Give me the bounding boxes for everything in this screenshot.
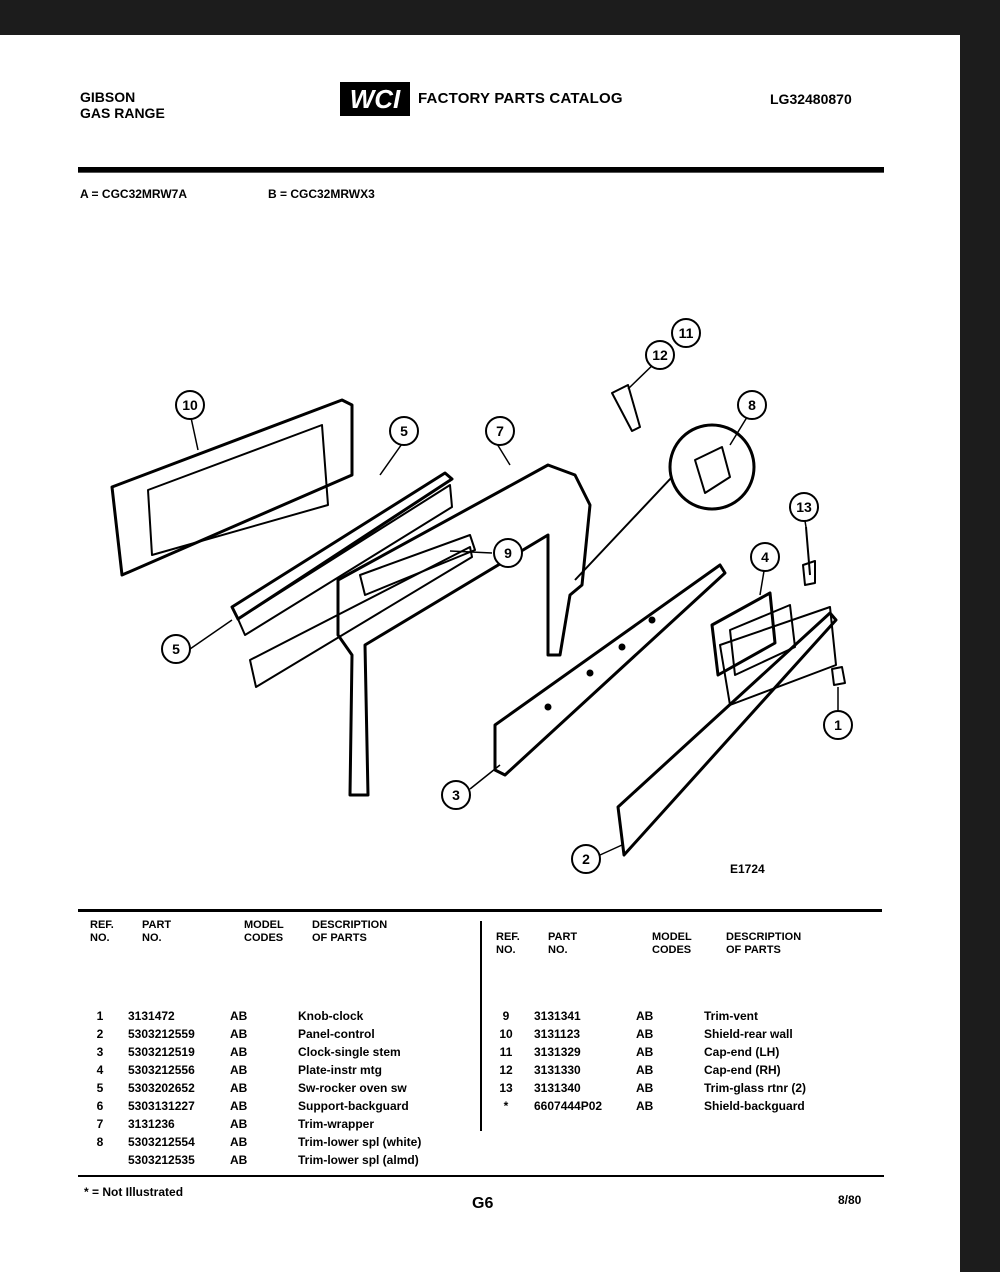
table-row [496, 1025, 886, 1043]
ref-cell: 2 [96, 1027, 104, 1041]
model-code-cell: AB [636, 1081, 654, 1095]
ref-cell: 12 [499, 1063, 513, 1077]
part-number-cell: 3131340 [534, 1081, 581, 1095]
table-rule [78, 909, 882, 912]
ref-cell: 6 [96, 1099, 104, 1113]
footnote: * = Not Illustrated [84, 1185, 184, 1199]
parts-table-left [90, 919, 480, 1179]
table-row [496, 1043, 886, 1061]
description-cell: Trim-wrapper [298, 1117, 375, 1131]
ref-cell: 10 [499, 1027, 513, 1041]
table-row [90, 1043, 480, 1061]
svg-text:7: 7 [496, 423, 504, 439]
description-cell: Panel-control [298, 1027, 375, 1041]
ref-cell: 4 [96, 1063, 104, 1077]
svg-text:13: 13 [796, 499, 812, 515]
header-part: PART NO. [142, 919, 172, 944]
svg-text:5: 5 [400, 423, 408, 439]
callout-3 [751, 543, 779, 571]
model-code-cell: AB [636, 1099, 654, 1113]
table-row [90, 1151, 480, 1169]
header-ref: REF. NO. [90, 919, 114, 944]
part-clock [712, 593, 775, 675]
part-trim-vent [232, 473, 452, 619]
model-code-cell: AB [230, 1027, 248, 1041]
callout-8 [738, 391, 766, 419]
table-row [90, 1007, 480, 1025]
part-number-cell: 5303202652 [128, 1081, 195, 1095]
part-number-cell: 3131329 [534, 1045, 581, 1059]
model-code-cell: AB [230, 1045, 248, 1059]
header-desc: DESCRIPTION OF PARTS [726, 931, 802, 956]
description-cell: Trim-glass rtnr (2) [704, 1081, 807, 1095]
part-trim-glass-rtnr [806, 527, 810, 575]
description-cell: Trim-lower spl (white) [298, 1135, 422, 1149]
table-row [496, 1007, 886, 1025]
callout-9 [494, 539, 522, 567]
diagram-code: E1724 [730, 862, 765, 876]
brand-block [80, 89, 165, 121]
part-number-cell: 3131330 [534, 1063, 581, 1077]
table-row [90, 1079, 480, 1097]
header-model: MODEL CODES [244, 919, 284, 944]
model-code-cell: AB [636, 1045, 654, 1059]
description-cell: Support-backguard [298, 1099, 409, 1113]
catalog-header [340, 79, 623, 119]
part-plate-instr [495, 565, 725, 775]
model-code-cell: AB [230, 1063, 248, 1077]
part-number-cell: 3131341 [534, 1009, 581, 1023]
catalog-page [0, 35, 960, 1272]
description-cell: Cap-end (LH) [704, 1045, 780, 1059]
model-code-cell: AB [230, 1117, 248, 1131]
catalog-date: 8/80 [838, 1193, 862, 1207]
table-row [90, 1061, 480, 1079]
model-a: A = CGC32MRW7A [80, 187, 188, 201]
model-code-cell: AB [230, 1099, 248, 1113]
ref-cell: 5 [96, 1081, 104, 1095]
catalog-number: LG32480870 [770, 91, 852, 107]
header-desc: DESCRIPTION OF PARTS [312, 919, 388, 944]
model-code-cell: AB [230, 1009, 248, 1023]
description-cell: Sw-rocker oven sw [298, 1081, 407, 1095]
product-type: GAS RANGE [80, 105, 165, 121]
ref-cell: 8 [96, 1135, 104, 1149]
svg-text:10: 10 [182, 397, 198, 413]
header-model: MODEL CODES [652, 931, 692, 956]
part-number-cell: 5303212556 [128, 1063, 195, 1077]
description-cell: Cap-end (RH) [704, 1063, 781, 1077]
description-cell: Shield-backguard [704, 1099, 805, 1113]
model-code-cell: AB [636, 1009, 654, 1023]
callout-12 [646, 341, 674, 369]
part-number-cell: 6607444P02 [534, 1099, 603, 1113]
part-cap-end [612, 385, 640, 431]
part-panel-control [618, 613, 836, 855]
callout-11 [672, 319, 700, 347]
model-b: B = CGC32MRWX3 [268, 187, 375, 201]
svg-text:9: 9 [504, 545, 512, 561]
ref-cell: 13 [499, 1081, 513, 1095]
ref-cell: 11 [499, 1045, 513, 1059]
header-ref: REF. NO. [496, 931, 520, 956]
header-part: PART NO. [548, 931, 578, 956]
model-code-cell: AB [230, 1153, 248, 1167]
table-column-divider [480, 921, 482, 1131]
part-number-cell: 5303131227 [128, 1099, 195, 1113]
part-knob-clock [832, 667, 845, 685]
callout-5b [162, 635, 190, 663]
description-cell: Knob-clock [298, 1009, 364, 1023]
ref-cell: 3 [96, 1045, 104, 1059]
part-number-cell: 5303212554 [128, 1135, 195, 1149]
part-number-cell: 5303212535 [128, 1153, 195, 1167]
model-code-cell: AB [636, 1063, 654, 1077]
part-number-cell: 3131123 [534, 1027, 581, 1041]
callout-2 [572, 845, 600, 873]
callout-1 [824, 711, 852, 739]
exploded-parts-diagram [0, 235, 960, 955]
model-code-cell: AB [636, 1027, 654, 1041]
svg-text:3: 3 [452, 787, 460, 803]
callout-10 [176, 391, 204, 419]
ref-cell: 1 [96, 1009, 104, 1023]
svg-text:1: 1 [834, 717, 842, 733]
part-number-cell: 3131236 [128, 1117, 175, 1131]
table-row [90, 1133, 480, 1151]
description-cell: Plate-instr mtg [298, 1063, 383, 1077]
svg-text:WCI: WCI [349, 84, 401, 114]
ref-cell: 9 [502, 1009, 510, 1023]
header-rule [78, 167, 884, 173]
svg-text:2: 2 [582, 851, 590, 867]
part-number-cell: 3131472 [128, 1009, 175, 1023]
model-code-cell: AB [230, 1081, 248, 1095]
callout-4 [442, 781, 470, 809]
svg-text:8: 8 [748, 397, 756, 413]
part-number-cell: 5303212519 [128, 1045, 195, 1059]
table-row [90, 1097, 480, 1115]
svg-text:12: 12 [652, 347, 668, 363]
table-row [496, 1097, 886, 1115]
svg-text:5: 5 [172, 641, 180, 657]
catalog-title: FACTORY PARTS CATALOG [418, 90, 623, 107]
description-cell: Clock-single stem [298, 1045, 401, 1059]
svg-text:4: 4 [761, 549, 769, 565]
footer-rule [78, 1175, 884, 1177]
table-row [90, 1115, 480, 1133]
ref-cell: * [503, 1099, 509, 1113]
callout-7 [486, 417, 514, 445]
description-cell: Trim-lower spl (almd) [298, 1153, 419, 1167]
part-number-cell: 5303212559 [128, 1027, 195, 1041]
ref-cell: 7 [96, 1117, 104, 1131]
page-number: G6 [472, 1195, 494, 1212]
part-trim-wrapper [338, 465, 590, 795]
table-row [90, 1025, 480, 1043]
description-cell: Trim-vent [704, 1009, 759, 1023]
parts-table-right [496, 931, 886, 1171]
table-row [496, 1079, 886, 1097]
detail-circle [670, 425, 754, 509]
model-code-cell: AB [230, 1135, 248, 1149]
callout-5a [390, 417, 418, 445]
wci-logo [340, 82, 410, 116]
callout-13 [790, 493, 818, 521]
svg-text:11: 11 [678, 325, 694, 341]
table-row [496, 1061, 886, 1079]
brand-name: GIBSON [80, 89, 136, 105]
description-cell: Shield-rear wall [704, 1027, 793, 1041]
